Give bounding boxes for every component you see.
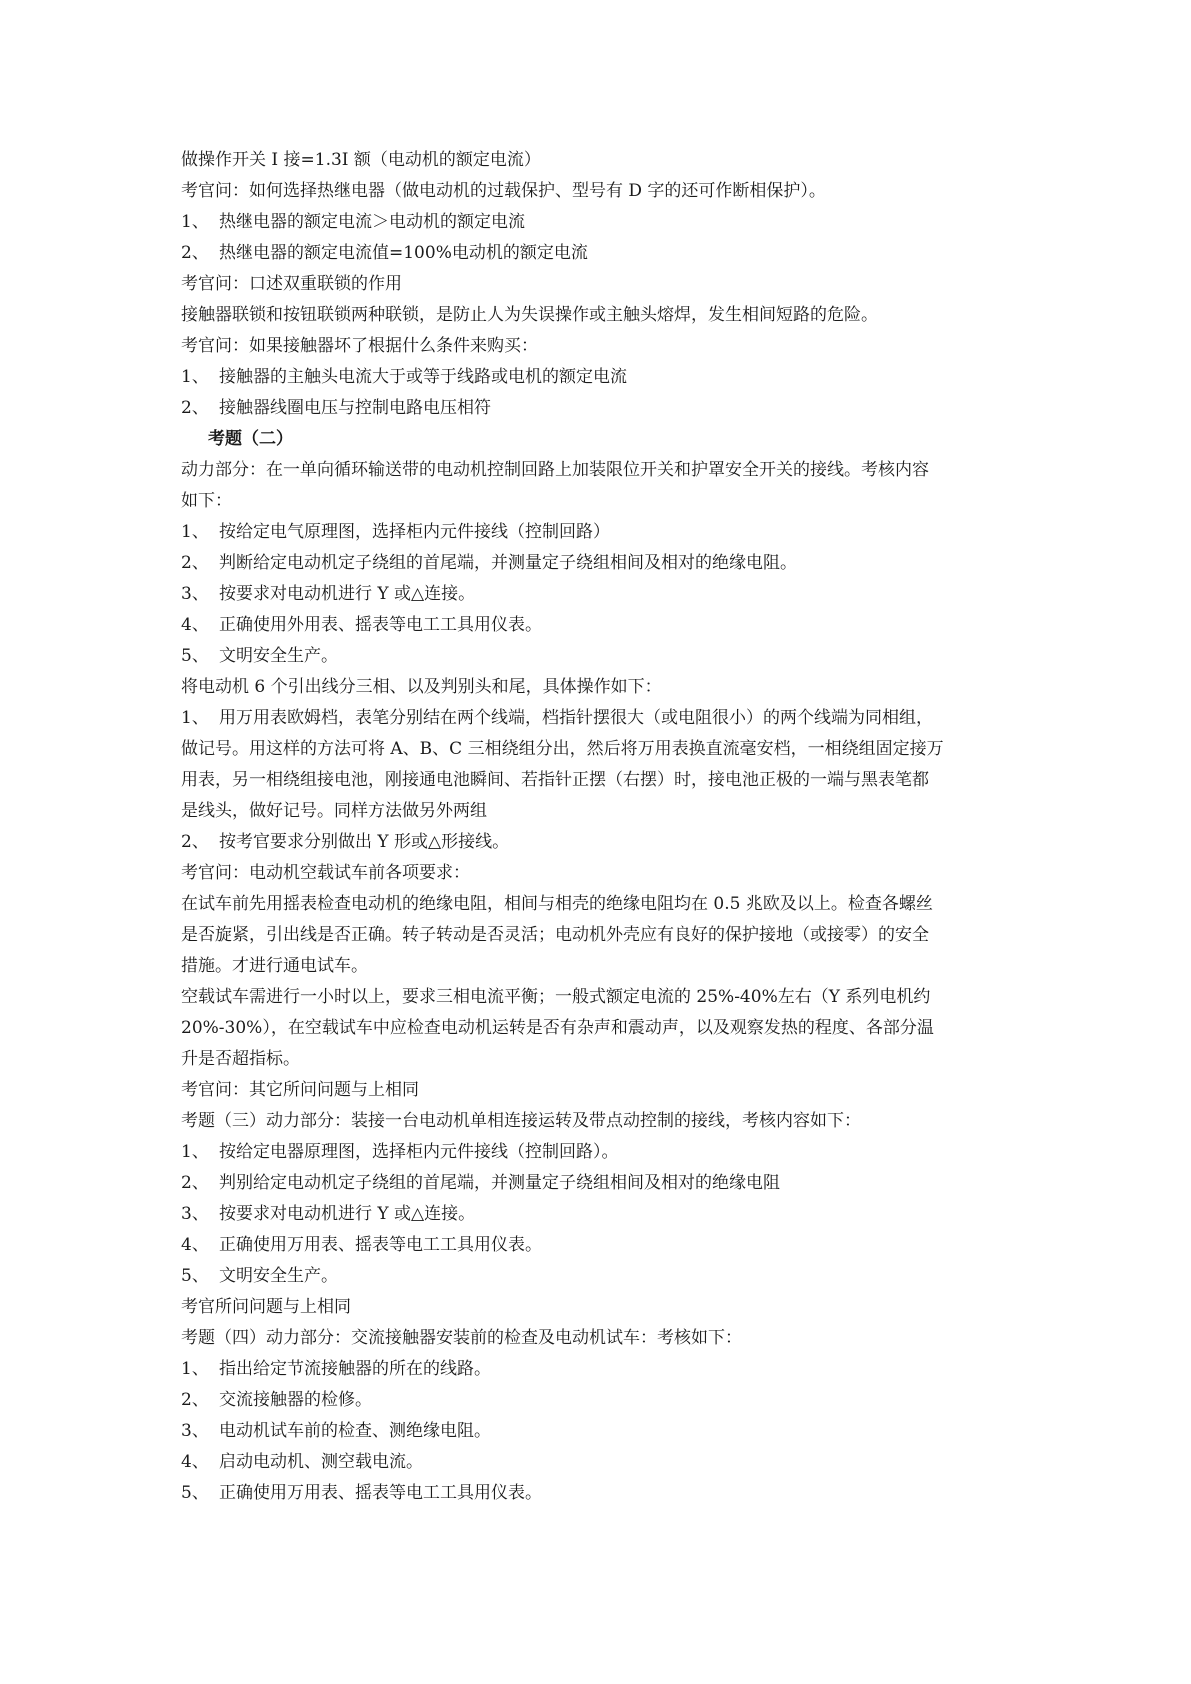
paragraph-line: 如下： <box>181 491 232 511</box>
list-item-number: 4、 <box>181 1452 209 1472</box>
list-item-number: 5、 <box>181 646 209 666</box>
paragraph-line: 20%-30%），在空载试车中应检查电动机运转是否有杂声和震动声，以及观察发热的程度、各部分温 <box>181 1018 934 1038</box>
list-item <box>181 641 1021 672</box>
list-item-text: 按要求对电动机进行 Y 或△连接。 <box>219 1204 476 1224</box>
list-item-number: 1、 <box>181 212 209 232</box>
list-item-text: 电动机试车前的检查、测绝缘电阻。 <box>219 1421 491 1441</box>
list-item-text: 指出给定节流接触器的所在的线路。 <box>219 1359 491 1379</box>
list-item-number: 1、 <box>181 708 209 728</box>
list-item-number: 2、 <box>181 832 209 852</box>
list-item-text: 正确使用万用表、摇表等电工工具用仪表。 <box>219 1483 542 1503</box>
paragraph-line: 是线头，做好记号。同样方法做另外两组 <box>181 801 487 821</box>
list-item-text: 热继电器的额定电流＞电动机的额定电流 <box>219 212 525 232</box>
paragraph-line: 考题（三）动力部分：装接一台电动机单相连接运转及带点动控制的接线，考核内容如下： <box>181 1111 861 1131</box>
list-item-number: 1、 <box>181 522 209 542</box>
list-item-text: 正确使用外用表、摇表等电工工具用仪表。 <box>219 615 542 635</box>
paragraph-line: 考官问：口述双重联锁的作用 <box>181 274 402 294</box>
paragraph-line: 是否旋紧，引出线是否正确。转子转动是否灵活；电动机外壳应有良好的保护接地（或接零）的安全 <box>181 925 929 945</box>
list-item-text: 按要求对电动机进行 Y 或△连接。 <box>219 584 476 604</box>
paragraph-line: 在试车前先用摇表检查电动机的绝缘电阻，相间与相壳的绝缘电阻均在 0.5 兆欧及以上。检查各螺丝 <box>181 894 933 914</box>
list-item-text: 接触器线圈电压与控制电路电压相符 <box>219 398 491 418</box>
paragraph-line: 升是否超指标。 <box>181 1049 300 1069</box>
list-item <box>181 1385 1021 1416</box>
list-item-text: 热继电器的额定电流值=100%电动机的额定电流 <box>219 243 588 263</box>
list-item-number: 5、 <box>181 1266 209 1286</box>
paragraph-line: 考官问：如何选择热继电器（做电动机的过载保护、型号有 D 字的还可作断相保护）。 <box>181 181 826 201</box>
paragraph-line: 考官问：如果接触器坏了根据什么条件来购买： <box>181 336 538 356</box>
list-item-text: 按考官要求分别做出 Y 形或△形接线。 <box>219 832 510 852</box>
list-item-text: 交流接触器的检修。 <box>219 1390 372 1410</box>
list-item-text: 判断给定电动机定子绕组的首尾端，并测量定子绕组相间及相对的绝缘电阻。 <box>219 553 797 573</box>
list-item <box>181 393 1021 424</box>
list-item <box>181 579 1021 610</box>
paragraph-line: 动力部分：在一单向循环输送带的电动机控制回路上加装限位开关和护罩安全开关的接线。考核内容 <box>181 460 929 480</box>
list-item-text: 按给定电气原理图，选择柜内元件接线（控制回路） <box>219 522 610 542</box>
paragraph-line: 考题（四）动力部分：交流接触器安装前的检查及电动机试车：考核如下： <box>181 1328 742 1348</box>
list-item <box>181 1230 1021 1261</box>
list-item <box>181 517 1021 548</box>
paragraph-line: 考官问：其它所问问题与上相同 <box>181 1080 419 1100</box>
list-item-text: 启动电动机、测空载电流。 <box>219 1452 423 1472</box>
list-item <box>181 1478 1021 1509</box>
list-item-text: 用万用表欧姆档，表笔分别结在两个线端，档指针摆很大（或电阻很小）的两个线端为同相组， <box>219 708 933 728</box>
list-item <box>181 1416 1021 1447</box>
list-item <box>181 827 1021 858</box>
list-item-number: 5、 <box>181 1483 209 1503</box>
list-item-number: 3、 <box>181 584 209 604</box>
list-item <box>181 548 1021 579</box>
list-item-number: 2、 <box>181 243 209 263</box>
document-page <box>181 145 1021 1509</box>
list-item-text: 判别给定电动机定子绕组的首尾端，并测量定子绕组相间及相对的绝缘电阻 <box>219 1173 780 1193</box>
list-item <box>181 1168 1021 1199</box>
section-heading: 考题（二） <box>208 429 293 449</box>
list-item-number: 2、 <box>181 398 209 418</box>
list-item <box>181 610 1021 641</box>
list-item <box>181 1137 1021 1168</box>
paragraph-line: 做操作开关 I 接=1.3I 额（电动机的额定电流） <box>181 150 541 170</box>
list-item-text: 文明安全生产。 <box>219 646 338 666</box>
list-item <box>181 207 1021 238</box>
paragraph-line: 将电动机 6 个引出线分三相、以及判别头和尾，具体操作如下： <box>181 677 662 697</box>
list-item-number: 4、 <box>181 1235 209 1255</box>
list-item-number: 1、 <box>181 1359 209 1379</box>
list-item <box>181 1354 1021 1385</box>
list-item-text: 按给定电器原理图，选择柜内元件接线（控制回路）。 <box>219 1142 619 1162</box>
list-item <box>181 1261 1021 1292</box>
paragraph-line: 考官问：电动机空载试车前各项要求： <box>181 863 470 883</box>
paragraph-line: 考官所问问题与上相同 <box>181 1297 351 1317</box>
list-item-text: 正确使用万用表、摇表等电工工具用仪表。 <box>219 1235 542 1255</box>
list-item-number: 1、 <box>181 1142 209 1162</box>
paragraph-line: 措施。才进行通电试车。 <box>181 956 368 976</box>
list-item-number: 2、 <box>181 1173 209 1193</box>
list-item <box>181 1199 1021 1230</box>
list-item <box>181 362 1021 393</box>
paragraph-line: 接触器联锁和按钮联锁两种联锁，是防止人为失误操作或主触头熔焊，发生相间短路的危险。 <box>181 305 878 325</box>
list-item-text: 文明安全生产。 <box>219 1266 338 1286</box>
list-item-number: 3、 <box>181 1204 209 1224</box>
paragraph-line: 空载试车需进行一小时以上，要求三相电流平衡；一般式额定电流的 25%-40%左右（Y 系列电机约 <box>181 987 931 1007</box>
paragraph-line: 做记号。用这样的方法可将 A、B、C 三相绕组分出，然后将万用表换直流毫安档，一相绕组固定接万 <box>181 739 944 759</box>
list-item-text: 接触器的主触头电流大于或等于线路或电机的额定电流 <box>219 367 627 387</box>
paragraph-line: 用表，另一相绕组接电池，刚接通电池瞬间、若指针正摆（右摆）时，接电池正极的一端与黑表笔都 <box>181 770 929 790</box>
list-item-number: 4、 <box>181 615 209 635</box>
list-item-number: 1、 <box>181 367 209 387</box>
list-item-number: 2、 <box>181 553 209 573</box>
list-item-number: 2、 <box>181 1390 209 1410</box>
list-item-number: 3、 <box>181 1421 209 1441</box>
list-item <box>181 703 1021 734</box>
list-item <box>181 238 1021 269</box>
list-item <box>181 1447 1021 1478</box>
